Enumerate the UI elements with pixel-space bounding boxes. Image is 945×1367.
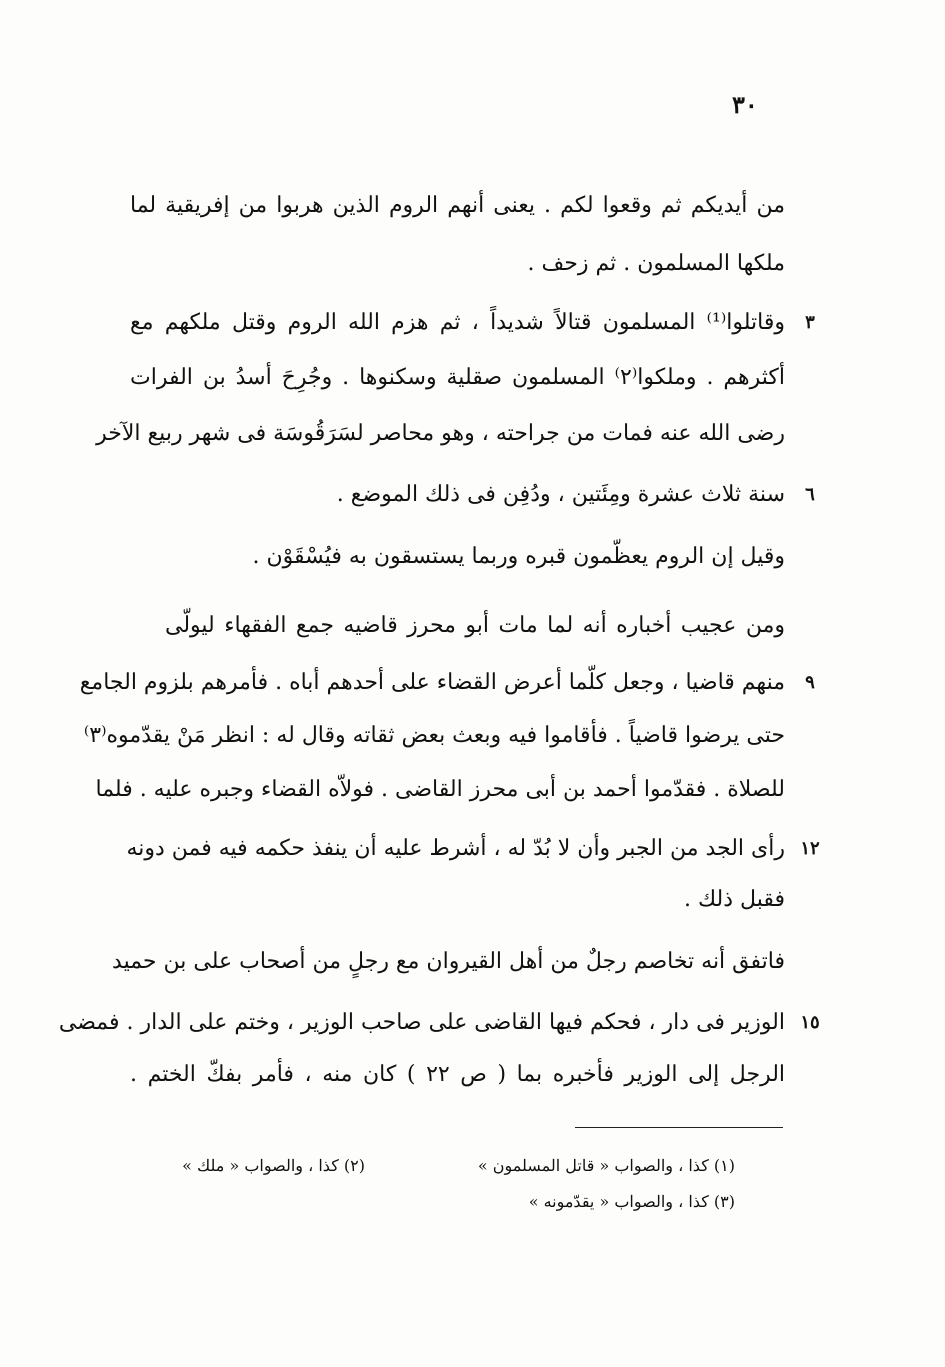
- footnote-separator: [575, 1127, 783, 1128]
- line-number: ٣: [805, 312, 815, 333]
- text-line: الرجل إلى الوزير فأخبره بما ( ص ٢٢ ) كان منه ، فأمر بفكّ الختم .: [130, 1062, 786, 1087]
- text-line: وقاتلوا⁽¹⁾ المسلمون قتالاً شديداً ، ثم هزم الله الروم وقتل ملكهم مع: [130, 310, 785, 335]
- text-line: رأى الجد من الجبر وأن لا بُدّ له ، أشرط عليه أن ينفذ حكمه فيه فمن دونه: [126, 836, 785, 861]
- line-number: ١٢: [800, 838, 820, 859]
- text-line: ملكها المسلمون . ثم زحف .: [527, 251, 785, 276]
- text-line: فاتفق أنه تخاصم رجلٌ من أهل القيروان مع رجلٍ من أصحاب على بن حميد: [112, 949, 785, 974]
- line-number: ٦: [805, 484, 815, 505]
- footnote-2: (٢) كذا ، والصواب « ملك »: [182, 1156, 365, 1175]
- text-line: حتى يرضوا قاضياً . فأقاموا فيه وبعث بعض ثقاته وقال له : انظر مَنْ يقدّموه⁽٣⁾: [83, 723, 785, 748]
- page-number: ٣٠: [732, 90, 758, 119]
- footnote-1: (١) كذا ، والصواب « قاتل المسلمون »: [477, 1156, 735, 1175]
- text-line: منهم قاضيا ، وجعل كلّما أعرض القضاء على أحدهم أباه . فأمرهم بلزوم الجامع: [79, 670, 785, 695]
- text-line: من أيديكم ثم وقعوا لكم . يعنى أنهم الروم الذين هربوا من إفريقية لما: [130, 193, 785, 218]
- text-line: الوزير فى دار ، فحكم فيها القاضى على صاحب الوزير ، وختم على الدار . فمضى: [58, 1010, 785, 1035]
- text-line: للصلاة . فقدّموا أحمد بن أبى محرز القاضى . فولاّه القضاء وجبره عليه . فلما: [95, 777, 785, 802]
- text-line: وقيل إن الروم يعظّمون قبره وربما يستسقون به فيُسْقَوْن .: [252, 544, 785, 569]
- text-line: فقبل ذلك .: [684, 887, 785, 912]
- line-number: ١٥: [800, 1012, 820, 1033]
- footnote-3: (٣) كذا ، والصواب « يقدّمونه »: [528, 1192, 735, 1211]
- text-line: سنة ثلاث عشرة ومِئَتين ، ودُفِن فى ذلك الموضع .: [336, 482, 785, 507]
- text-line: أكثرهم . وملكوا⁽٢⁾ المسلمون صقلية وسكنوها . وجُرِحَ أسدُ بن الفرات: [130, 365, 785, 390]
- line-number: ٩: [805, 672, 815, 693]
- text-line: رضى الله عنه فمات من جراحته ، وهو محاصر لسَرَقُوسَة فى شهر ربيع الآخر: [96, 421, 785, 446]
- text-line: ومن عجيب أخباره أنه لما مات أبو محرز قاضيه جمع الفقهاء ليولّى: [165, 613, 785, 638]
